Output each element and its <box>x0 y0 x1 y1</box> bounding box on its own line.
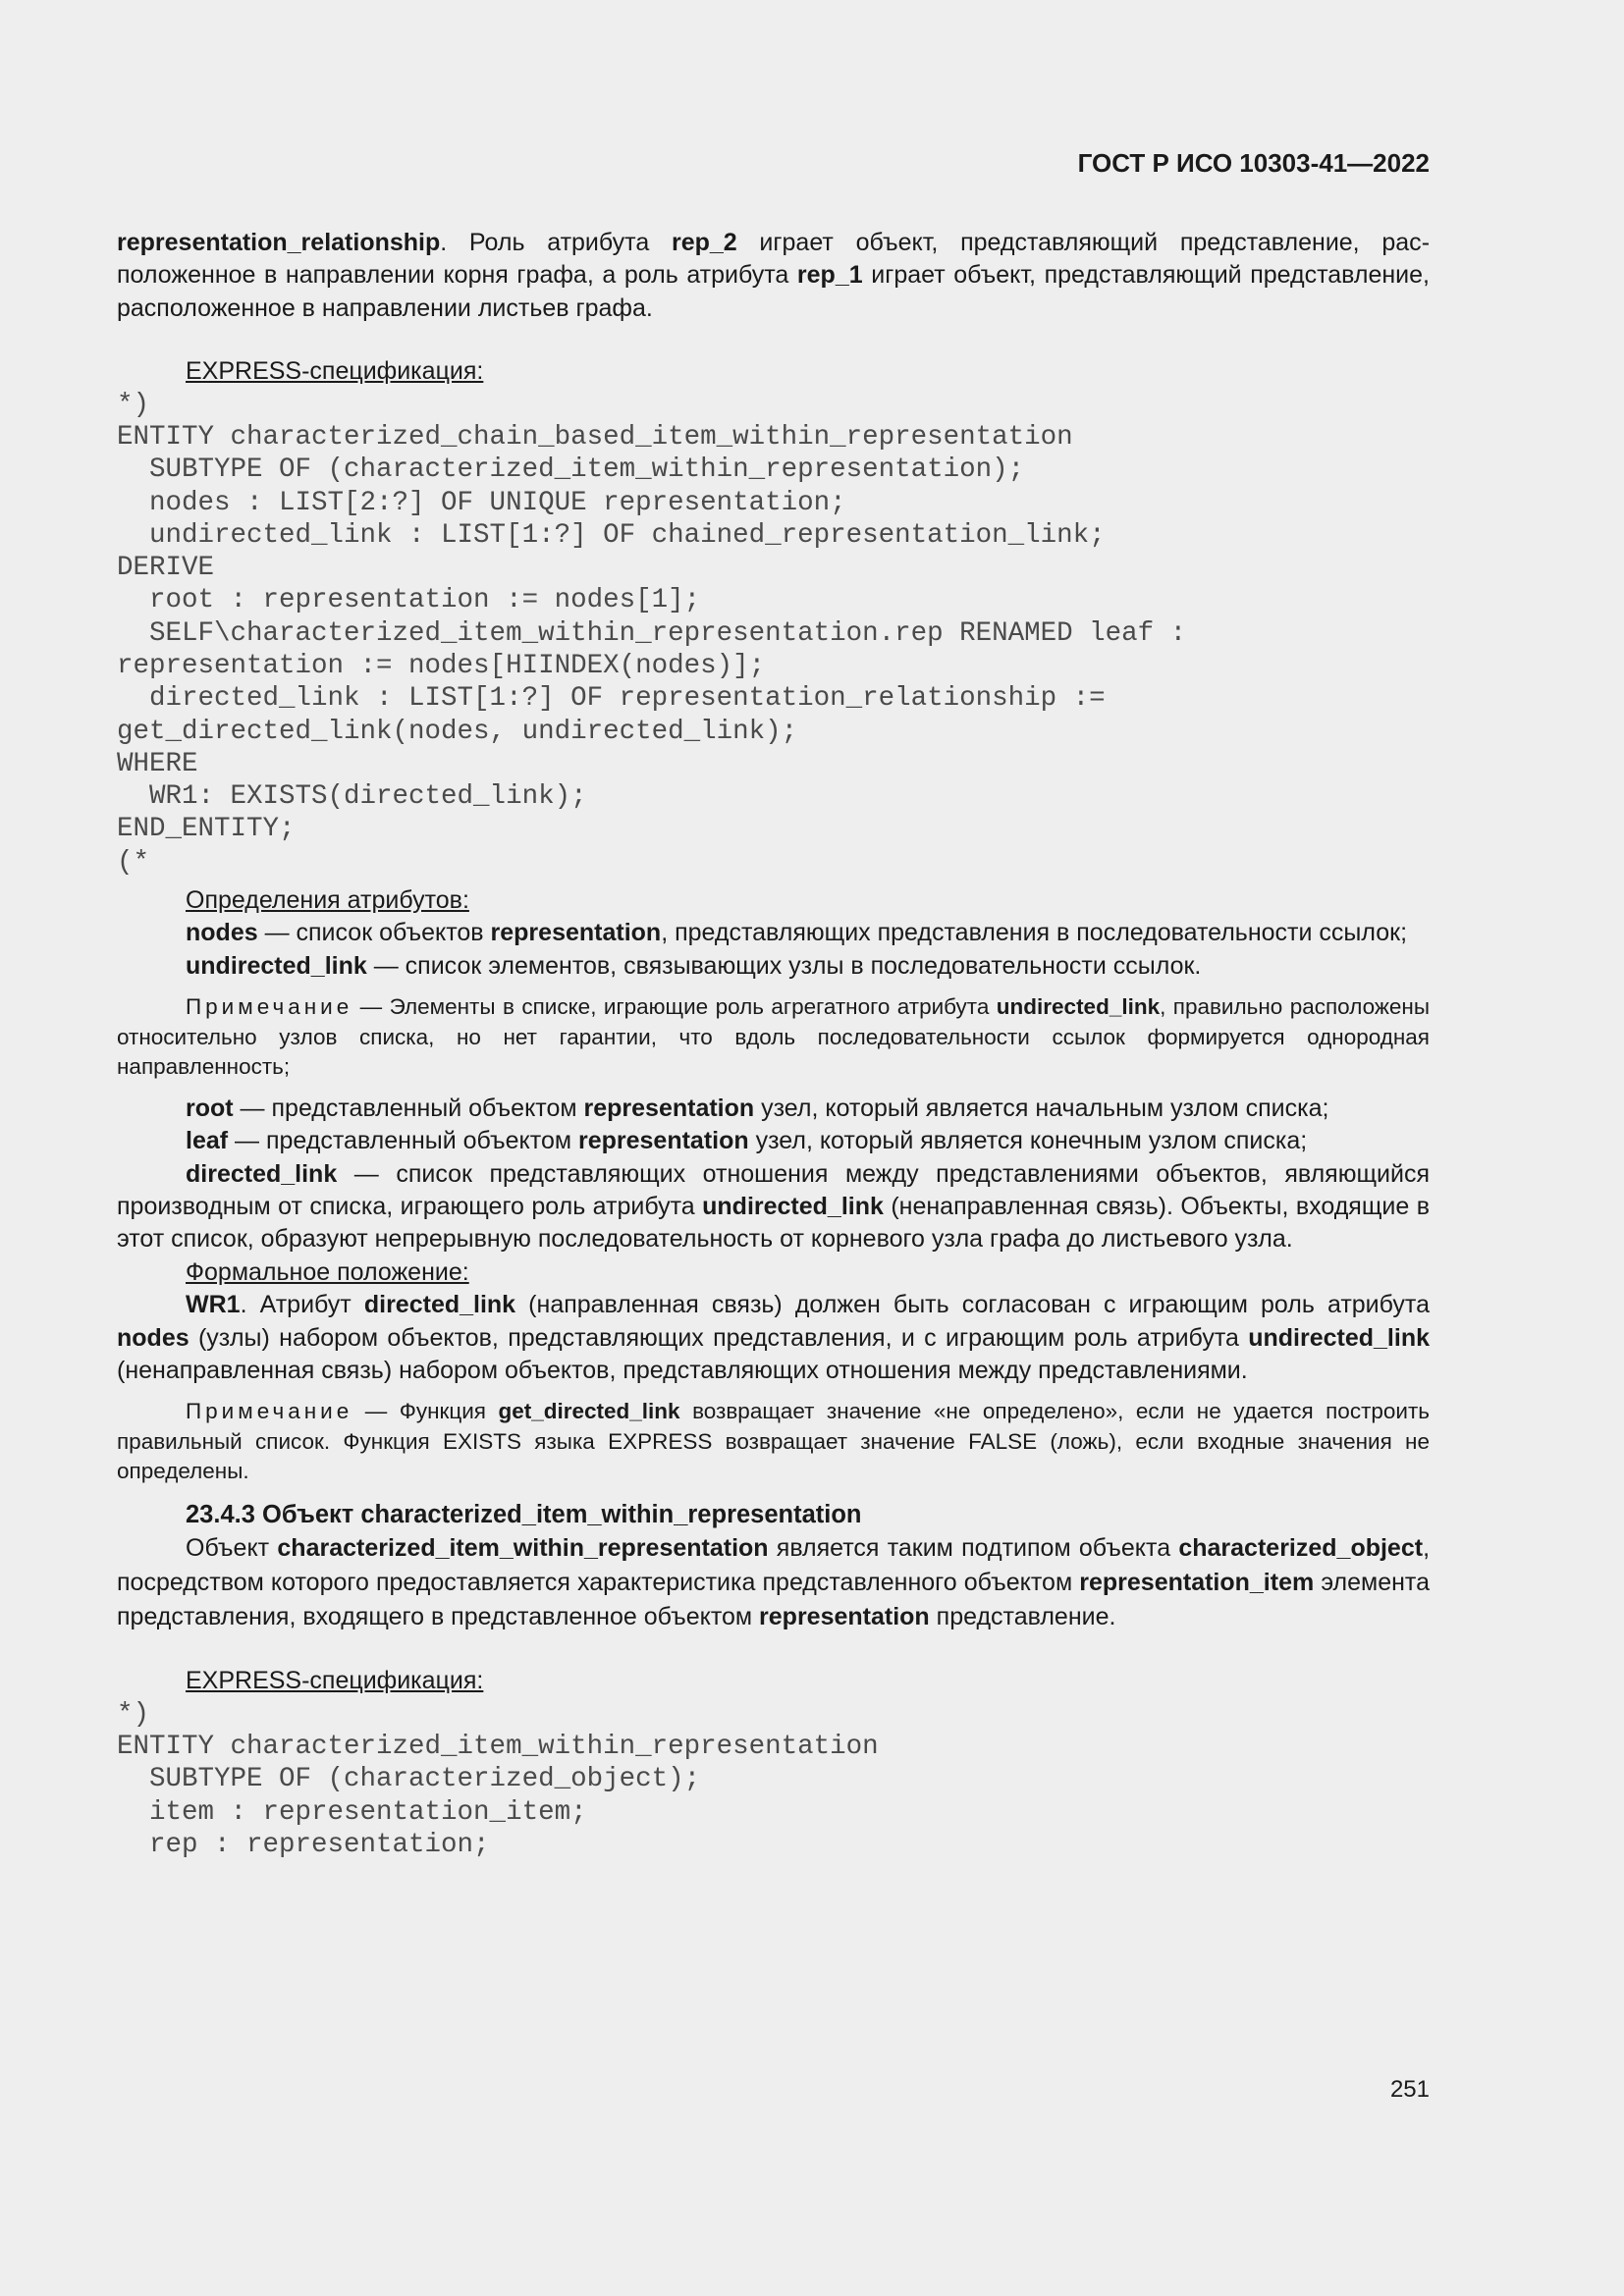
page-number: 251 <box>1389 2076 1430 2103</box>
bold-term: get_directed_link <box>498 1399 680 1424</box>
text-segment: (направленная связь) должен быть согласован с играющим роль атрибута <box>515 1291 1430 1319</box>
bold-term: representation <box>759 1603 930 1631</box>
rule-wr1 <box>117 1289 1430 1387</box>
bold-term: representation <box>583 1094 755 1122</box>
intro-paragraph <box>117 227 1430 325</box>
text-segment: (ненаправленная связь) набором объектов, представляющих отношения между представлениями. <box>117 1357 1248 1385</box>
bold-term: nodes <box>117 1323 189 1352</box>
document-header: ГОСТ Р ИСО 10303-41—2022 <box>1077 148 1430 178</box>
express-code-block: *) ENTITY characterized_chain_based_item_within_representation SUBTYPE OF (characterized_item_within_representation); nodes : LIST[2:?] OF UNIQUE representation; undirected_link : LIST[1:?] OF chained_representation_link; DERIVE root : representation := nodes[1]; SELF\characterized_item_within_representation.rep RENAMED leaf : representation := nodes[HIINDEX(nodes)]; directed_link : LIST[1:?] OF representation_relationship := get_directed_link(nodes, undirected_link); WHERE WR1: EXISTS(directed_link); END_ENTITY; (* <box>117 389 1187 878</box>
note-label: Примечание <box>186 994 353 1020</box>
text-segment: Объект <box>186 1534 278 1563</box>
bold-term: undirected_link <box>996 994 1161 1020</box>
express-code-block: *) ENTITY characterized_item_within_representation SUBTYPE OF (characterized_object); item : representation_item; rep : representation; <box>117 1698 879 1860</box>
text-segment: представление. <box>929 1603 1116 1631</box>
attr-root <box>117 1093 1430 1125</box>
text-segment: . Атрибут <box>240 1291 364 1319</box>
text-segment: — представленный объектом <box>233 1094 584 1122</box>
attr-directed-link <box>117 1158 1430 1256</box>
note <box>117 1397 1430 1487</box>
bold-term: undirected_link <box>186 951 367 980</box>
text-segment: является таким подтипом объекта <box>768 1534 1179 1563</box>
bold-term: leaf <box>186 1127 229 1155</box>
bold-term: rep_2 <box>671 229 737 256</box>
bold-term: directed_link <box>363 1291 516 1319</box>
bold-term: rep_1 <box>796 261 863 290</box>
section-heading: 23.4.3 Объект characterized_item_within_representation <box>186 1500 862 1528</box>
bold-term: representation_relationship <box>117 229 441 256</box>
formal-propositions-label: Формальное положение: <box>186 1257 469 1286</box>
text-segment: , представляющих представления в последовательности ссылок; <box>661 919 1408 947</box>
section-paragraph <box>117 1531 1430 1634</box>
bold-term: characterized_object <box>1178 1534 1424 1563</box>
attr-leaf <box>117 1125 1430 1157</box>
attr-undirected-link <box>117 950 1430 983</box>
bold-term: root <box>186 1094 234 1122</box>
text-segment: — Элементы в списке, играющие роль агрегатного атрибута <box>352 994 997 1020</box>
text-segment: , правильно расположены относительно узлов списка, но нет гарантии, что вдоль последовательности ссылок формируется однородная направленность; <box>117 994 1431 1080</box>
text-segment: (узлы) набором объектов, представляющих представления, и с играющим роль атрибута <box>189 1323 1249 1352</box>
text-segment: . Роль атрибута <box>440 229 672 256</box>
note <box>117 992 1430 1083</box>
note-label: Примечание <box>186 1399 353 1424</box>
express-label: EXPRESS-спецификация: <box>186 357 484 386</box>
text-segment: — Функция <box>352 1399 499 1424</box>
text-segment: — список представляющих отношения между представлениями объектов, являющийся производным от списка, играющего роль атрибута <box>117 1159 1430 1221</box>
text-segment: — представленный объектом <box>228 1127 578 1155</box>
bold-term: representation <box>577 1127 749 1155</box>
bold-term: directed_link <box>186 1159 338 1188</box>
text-segment: играет объект, представляющий представление, расположенное в направлении листьев графа. <box>117 261 1430 322</box>
text-segment: узел, который является начальным узлом списка; <box>754 1094 1329 1122</box>
bold-term: undirected_link <box>1248 1323 1430 1352</box>
text-segment: (ненаправленная связь). Объекты, входящие в этот список, образуют непрерывную последовательность от корневого узла графа до листьевого узла. <box>117 1193 1430 1254</box>
text-segment: возвращает значение «не определено», если не удается построить правильный список. Функция EXISTS языка EXPRESS возвращает значение FALSE (ложь), если входные значения не определены. <box>117 1399 1430 1484</box>
text-segment: играет объект, представляющий представление, расположенное в направлении корня графа, а роль атрибута <box>117 229 1431 290</box>
bold-term: representation <box>490 919 662 947</box>
text-segment: , посредством которого предоставляется характеристика представленного объектом <box>117 1534 1431 1597</box>
text-segment: узел, который является конечным узлом списка; <box>748 1127 1308 1155</box>
bold-term: WR1 <box>186 1291 241 1319</box>
bold-term: undirected_link <box>702 1193 884 1221</box>
attr-nodes <box>117 917 1430 949</box>
text-segment: — список элементов, связывающих узлы в последовательности ссылок. <box>366 951 1202 980</box>
bold-term: representation_item <box>1079 1569 1315 1597</box>
attribute-definitions-label: Определения атрибутов: <box>186 886 469 915</box>
text-segment: — список объектов <box>257 919 491 947</box>
express-label: EXPRESS-спецификация: <box>186 1667 484 1695</box>
bold-term: characterized_item_within_representation <box>277 1534 769 1563</box>
text-segment: элемента представления, входящего в представленное объектом <box>117 1569 1430 1631</box>
bold-term: nodes <box>186 919 258 947</box>
